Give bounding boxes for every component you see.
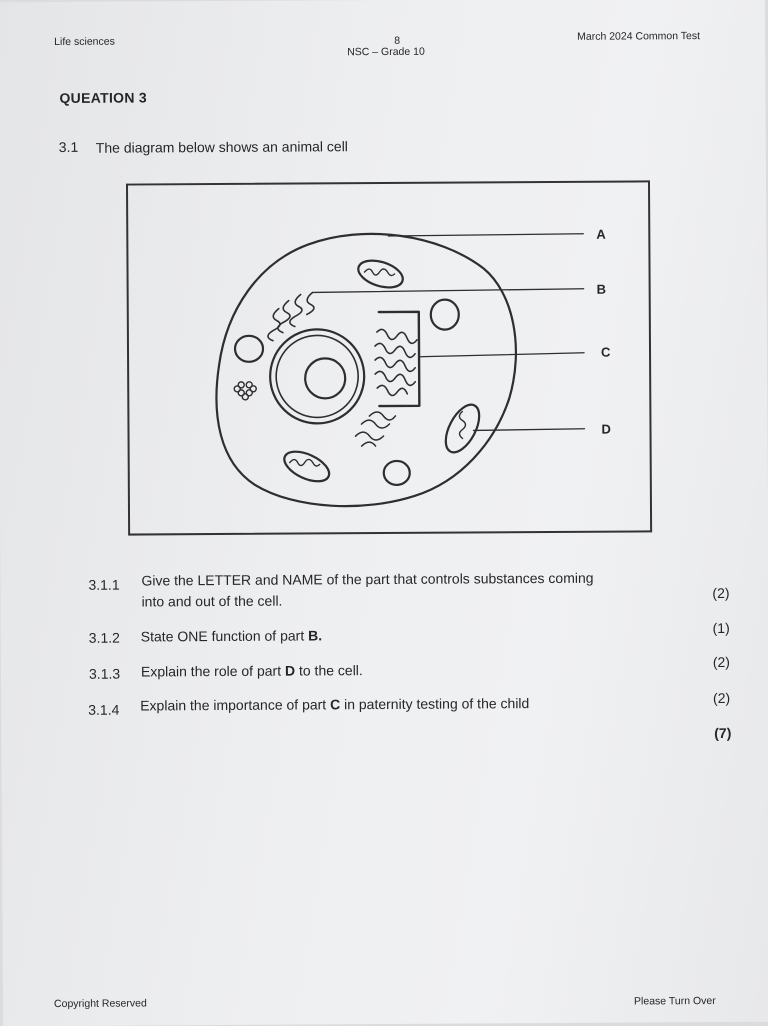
item-marks: (2)	[712, 689, 731, 706]
mitochondrion	[355, 256, 406, 293]
question-intro: The diagram below shows an animal cell	[95, 138, 348, 156]
footer-turn-over: Please Turn Over	[633, 994, 716, 1008]
label-line-a	[388, 234, 583, 236]
nucleolus	[305, 358, 345, 398]
item-number: 3.1.1	[88, 576, 120, 593]
question-number: 3.1	[58, 138, 79, 155]
part-letter: B.	[308, 627, 323, 644]
header-page-number: 8	[394, 34, 401, 47]
item-marks: (2)	[712, 653, 730, 670]
mitochondrion-d	[439, 399, 486, 457]
label-b: B	[596, 281, 607, 297]
item-text-line2: into and out of the cell.	[141, 592, 283, 610]
label-line-d	[473, 429, 584, 431]
header-grade: NSC – Grade 10	[347, 45, 425, 59]
label-c: C	[600, 344, 611, 360]
item-number: 3.1.3	[88, 665, 121, 682]
item-number: 3.1.4	[88, 701, 120, 718]
label-line-b	[314, 289, 584, 293]
item-number: 3.1.2	[88, 629, 120, 646]
part-letter: D	[284, 662, 296, 679]
item-text: Explain the importance of part C in paternity testing of the child	[140, 695, 530, 714]
animal-cell-diagram	[128, 182, 650, 533]
item-text-line1: Give the LETTER and NAME of the part that controls substances coming	[141, 569, 594, 589]
part-letter: C	[330, 696, 341, 713]
vacuole	[431, 300, 459, 330]
item-text: State ONE function of part B.	[140, 627, 323, 645]
nucleus	[270, 329, 365, 424]
label-a: A	[596, 226, 606, 242]
header-test: March 2024 Common Test	[577, 30, 701, 43]
cell-diagram-frame	[126, 180, 652, 535]
total-marks: (7)	[714, 724, 732, 741]
header-subject: Life sciences	[54, 35, 115, 49]
label-line-c	[419, 353, 584, 357]
cell-membrane	[215, 233, 516, 507]
golgi-body	[268, 309, 280, 341]
item-marks: (1)	[712, 619, 730, 636]
item-text: Explain the role of part D to the cell.	[140, 662, 363, 680]
question-title: QUEATION 3	[59, 89, 148, 106]
item-marks: (2)	[712, 584, 730, 601]
label-d: D	[601, 421, 611, 437]
footer-copyright: Copyright Reserved	[53, 997, 147, 1011]
